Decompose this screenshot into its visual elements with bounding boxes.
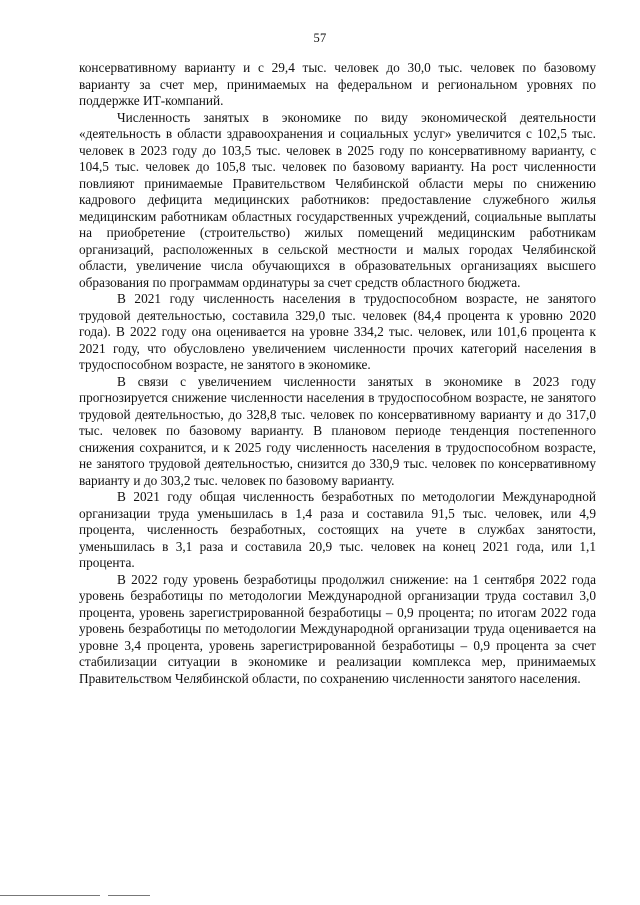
document-body xyxy=(79,60,596,687)
paragraph-continuation: консервативному варианту и с 29,4 тыс. человек до 30,0 тыс. человек по базовому варианту за счет мер, принимаемых на федеральном и региональном уровнях по поддержке ИТ-компаний. xyxy=(79,60,596,108)
paragraph-healthcare-employment: Численность занятых в экономике по виду экономической деятельности «деятельность в области здравоохранения и социальных услуг» увеличится с 102,5 тыс. человек в 2023 году до 103,5 тыс. человек в 2025 году по консервативному варианту, с 104,5 тыс. человек до 105,8 тыс. человек по базовому варианту. На рост численности повлияют принимаемые Правительством Челябинской области меры по снижению кадрового дефицита медицинских работников: предоставление служебного жилья медицинским работникам областных государственных учреждений, социальные выплаты на приобретение (строительство) жилых помещений медицинским работникам организаций, расположенных в сельской местности и малых городах Челябинской области, увеличение числа обучающихся в образовательных организациях высшего образования по программам ординатуры за счет средств областного бюджета. xyxy=(79,109,596,290)
paragraph-unemployment-2021: В 2021 году общая численность безработных по методологии Международной организации труда уменьшилась в 1,4 раза и составила 91,5 тыс. человек, или 4,9 процента, численность безработных, состоящих на учете в службах занятости, уменьшилась в 3,1 раза и составила 20,9 тыс. человек на конец 2021 года, или 1,1 процента. xyxy=(79,489,596,570)
paragraph-unemployment-2022: В 2022 году уровень безработицы продолжил снижение: на 1 сентября 2022 года уровень безработицы по методологии Международной организации труда составил 3,0 процента, уровень зарегистрированной безработицы – 0,9 процента; по итогам 2022 года уровень безработицы по методологии Международной организации труда оценивается на уровне 3,4 процента, уровень зарегистрированной безработицы – 0,9 процента за счет стабилизации ситуации в экономике и реализации комплекса мер, принимаемых Правительством Челябинской области, по сохранению численности занятого населения. xyxy=(79,571,596,686)
page-number: 57 xyxy=(313,31,327,45)
paragraph-working-age-2021: В 2021 году численность населения в трудоспособном возрасте, не занятого трудовой деятельностью, составила 329,0 тыс. человек (84,4 процента к уровню 2020 года). В 2022 году она оценивается на уровне 334,2 тыс. человек, или 101,6 процента к 2021 году, что обусловлено увеличением численности прочих категорий населения в трудоспособном возрасте, не занятого в экономике. xyxy=(79,291,596,372)
scan-bottom-edge xyxy=(0,895,640,898)
paragraph-working-age-forecast: В связи с увеличением численности занятых в экономике в 2023 году прогнозируется снижение численности населения в трудоспособном возрасте, не занятого трудовой деятельностью, до 328,8 тыс. человек по консервативному варианту и до 317,0 тыс. человек по базовому варианту. В плановом периоде тенденция постепенного снижения сохранится, и к 2025 году численность населения в трудоспособном возрасте, не занятого трудовой деятельностью, снизится до 330,9 тыс. человек по консервативному варианту и до 303,2 тыс. человек по базовому варианту. xyxy=(79,373,596,488)
